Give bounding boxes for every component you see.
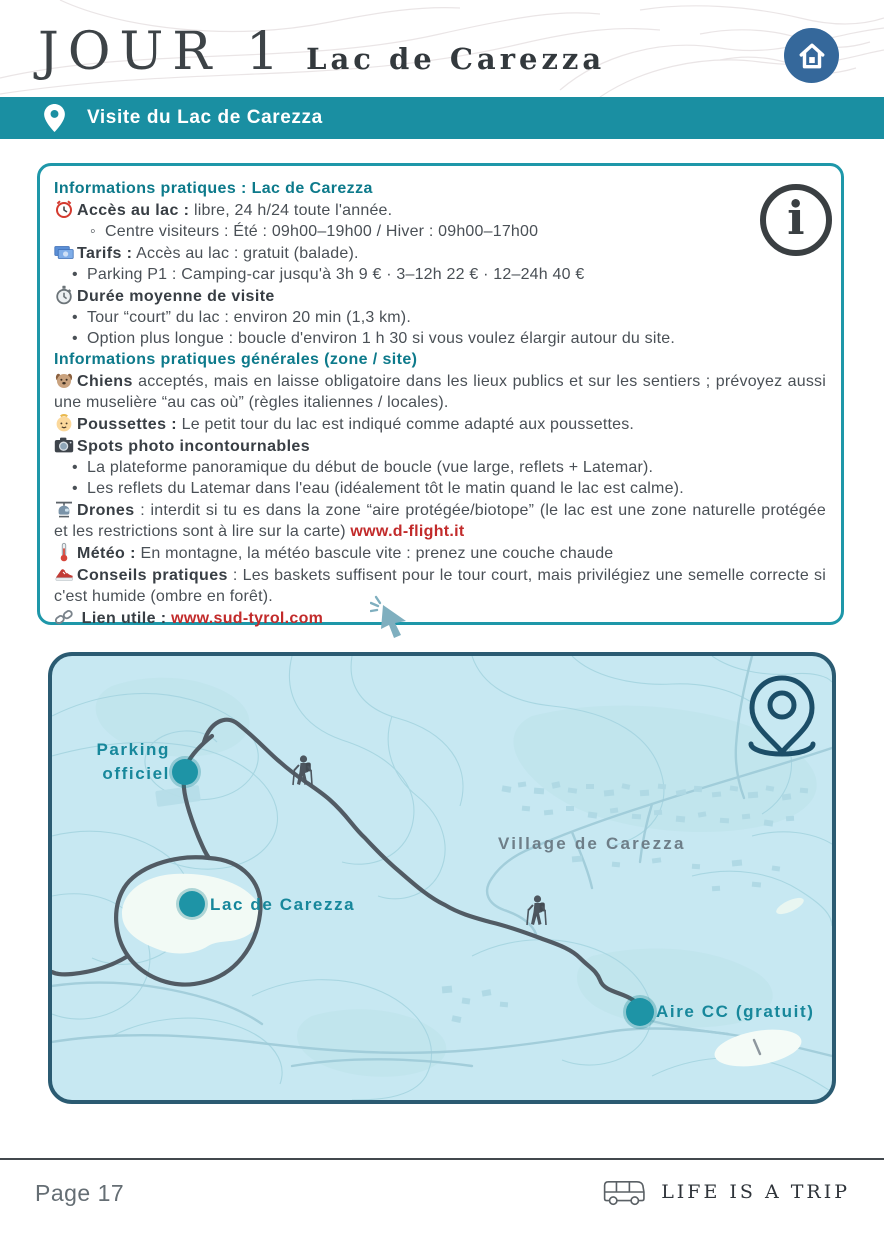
euro-banknotes-icon [54,242,74,262]
line-poussettes [54,413,826,435]
cursor-click-icon [370,594,414,638]
practical-info-box [37,163,844,625]
alarm-clock-icon [54,199,74,219]
label-lake: Lac de Carezza [210,895,356,914]
acces-label: Accès au lac : [77,202,190,219]
line-drones [54,499,826,542]
meteo-text: En montagne, la météo bascule vite : prenez une couche chaude [135,545,614,562]
drones-label: Drones [77,502,135,519]
line-centre-visiteurs [54,221,826,242]
dog-face-icon [54,370,74,390]
line-spot-2 [54,478,826,499]
acces-text: libre, 24 h/24 toute l'année. [189,202,393,219]
section-banner [0,97,884,139]
label-parking [96,738,170,786]
marker-lake[interactable] [179,891,205,917]
footer [0,1158,884,1206]
stopwatch-icon [54,285,74,305]
page-title [38,22,605,82]
lien-label: Lien utile : [81,610,167,627]
marker-parking[interactable] [172,759,198,785]
tour-text: Tour “court” du lac : environ 20 min (1,3 km). [87,309,411,326]
spot1-text: La plateforme panoramique du début de boucle (vue large, reflets + Latemar). [87,459,654,476]
line-tarifs [54,242,826,264]
bullet: • [72,266,78,283]
chiens-text: acceptés, mais en laisse obligatoire dans les lieux publics et sur les sentiers ; prévoyez aussi une muselière “au cas où” (règles italiennes / locales). [54,373,826,411]
parking-text: Parking P1 : Camping-car jusqu'à 3h 9 € · 3–12h 22 € · 12–24h 40 € [87,266,585,283]
camera-icon [54,435,74,455]
drones-text: : interdit si tu es dans la zone “aire protégée/biotope” (le lac est une zone naturelle protégée et les restrictions sont à lire sur la carte) [54,502,826,540]
sud-tyrol-link[interactable]: www.sud-tyrol.com [171,610,324,627]
campervan-icon [601,1178,647,1206]
line-option-longue [54,328,826,349]
conseils-text: : Les baskets suffisent pour le tour court, mais privilégiez une semelle correcte si c'est humide (ombre en forêt). [54,567,826,605]
bullet: • [72,330,78,347]
line-conseils [54,564,826,607]
duree-label: Durée moyenne de visite [77,288,275,305]
label-aire-cc: Aire CC (gratuit) [656,1002,815,1021]
spot2-text: Les reflets du Latemar dans l'eau (idéalement tôt le matin quand le lac est calme). [87,480,684,497]
line-spot-1 [54,457,826,478]
label-parking-line1: Parking [96,740,170,759]
link-icon [54,607,74,627]
centre-text: Centre visiteurs : Été : 09h00–19h00 / Hiver : 09h00–17h00 [105,223,539,240]
poussettes-label: Poussettes : [77,416,177,433]
line-lien-utile [54,607,826,629]
meteo-label: Météo : [77,545,136,562]
banner-title: Visite du Lac de Carezza [87,107,323,128]
line-meteo [54,542,826,564]
helicopter-icon [54,499,74,519]
line-duree [54,285,826,307]
d-flight-link[interactable]: www.d-flight.it [350,523,465,540]
day-title: JOUR 1 [38,22,289,82]
chiens-label: Chiens [77,373,133,390]
hiker-icon [527,895,546,925]
baby-icon [54,413,74,433]
map-canvas [52,656,832,1100]
brand [601,1178,850,1206]
page-number: Page 17 [35,1180,125,1206]
place-title: Lac de Carezza [306,42,606,76]
label-village: Village de Carezza [498,834,686,853]
poussettes-text: Le petit tour du lac est indiqué comme adapté aux poussettes. [176,416,635,433]
bullet: • [72,480,78,497]
label-parking-line2: officiel [102,764,170,783]
bullet: • [72,309,78,326]
line-spots [54,435,826,457]
marker-aire-cc[interactable] [626,998,654,1026]
sub-bullet: ◦ [90,223,96,240]
line-acces [54,199,826,221]
bullet: • [72,459,78,476]
route-map [48,652,836,1104]
home-button[interactable] [784,28,839,83]
location-pin-icon [44,104,65,132]
heading-site-info: Informations pratiques : Lac de Carezza [54,180,373,197]
tarifs-label: Tarifs : [77,245,133,262]
sneaker-icon [54,564,74,584]
conseils-label: Conseils pratiques [77,567,228,584]
line-parking-tarif [54,264,826,285]
home-icon [797,41,827,71]
heading-general-info: Informations pratiques générales (zone / site) [54,351,418,368]
line-tour-court [54,307,826,328]
tarifs-text: Accès au lac : gratuit (balade). [132,245,359,262]
thermometer-icon [54,542,74,562]
info-circle-icon: i [760,184,832,256]
spots-label: Spots photo incontournables [77,438,311,455]
option-text: Option plus longue : boucle d'environ 1 h 30 si vous voulez élargir autour du site. [87,330,676,347]
brand-text: LIFE IS A TRIP [661,1181,850,1203]
line-chiens [54,370,826,413]
